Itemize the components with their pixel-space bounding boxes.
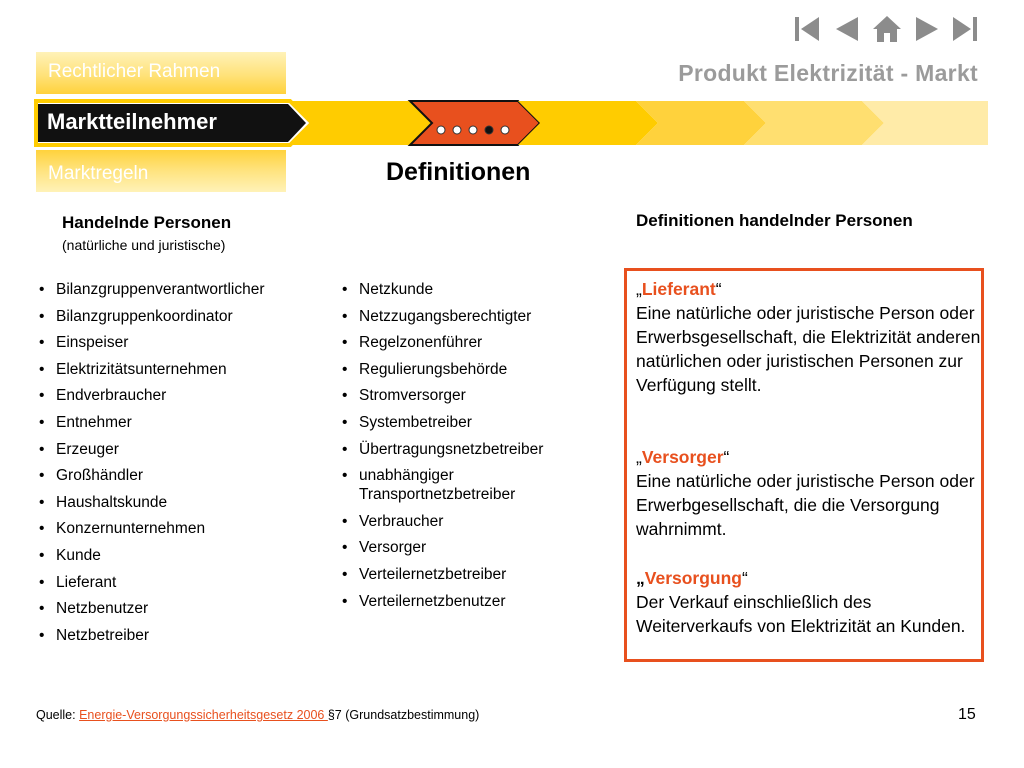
definition-text: Eine natürliche oder juristische Person oder Erwerbsgesellschaft, die Elektrizität anderen natürlichen oder juristischen Personen zur Verfügung stellt. xyxy=(636,303,981,395)
home-icon[interactable] xyxy=(872,14,902,44)
tab-label: Marktregeln xyxy=(48,163,149,184)
tab-label: Rechtlicher Rahmen xyxy=(48,61,221,82)
step-dot xyxy=(501,126,509,134)
list-item: • Netzbenutzer xyxy=(34,599,324,618)
definition-text: Eine natürliche oder juristische Person oder Erwerbgesellschaft, die die Versorgung wahrnimmt. xyxy=(636,471,975,539)
source-link[interactable]: Energie-Versorgungssicherheitsgesetz 2006 xyxy=(79,708,328,722)
list-item: • unabhängiger Transportnetzbetreiber xyxy=(337,466,597,504)
source-reference: §7 (Grundsatzbestimmung) xyxy=(327,708,480,722)
source-label: Quelle: xyxy=(36,708,80,722)
step-dot xyxy=(453,126,461,134)
list-item: • Systembetreiber xyxy=(337,413,597,432)
source-footer xyxy=(36,708,479,722)
step-dot-current xyxy=(485,126,493,134)
list-item: • Stromversorger xyxy=(337,386,597,405)
list-item: • Regelzonenführer xyxy=(337,333,597,352)
definition-term-line: „Versorgung“ xyxy=(636,568,748,588)
list-item: • Übertragungsnetzbetreiber xyxy=(337,440,597,459)
definitions-heading: Definitionen handelnder Personen xyxy=(636,211,913,230)
left-subheading: (natürliche und juristische) xyxy=(62,237,226,253)
tab-marktregeln[interactable] xyxy=(36,150,286,192)
left-heading: Handelnde Personen xyxy=(62,213,232,232)
first-slide-icon[interactable] xyxy=(794,14,820,44)
list-item: • Versorger xyxy=(337,538,597,557)
definition-versorger xyxy=(636,445,984,541)
list-item: • Konzernunternehmen xyxy=(34,519,324,538)
list-item: • Lieferant xyxy=(34,573,324,592)
list-item: • Endverbraucher xyxy=(34,386,324,405)
person-list-left xyxy=(34,280,324,652)
list-item: • Haushaltskunde xyxy=(34,493,324,512)
definition-term-line: „Versorger“ xyxy=(636,447,730,467)
next-slide-icon[interactable] xyxy=(914,14,940,44)
last-slide-icon[interactable] xyxy=(952,14,978,44)
list-item: • Netzbetreiber xyxy=(34,626,324,645)
list-item: • Kunde xyxy=(34,546,324,565)
step-dot xyxy=(469,126,477,134)
definition-term: Versorgung xyxy=(644,568,742,588)
list-item: • Verbraucher xyxy=(337,512,597,531)
definition-term: Lieferant xyxy=(641,279,716,299)
step-dot xyxy=(437,126,445,134)
list-item: • Regulierungsbehörde xyxy=(337,360,597,379)
list-item: • Elektrizitätsunternehmen xyxy=(34,360,324,379)
list-item: • Verteilernetzbetreiber xyxy=(337,565,597,584)
list-item: • Erzeuger xyxy=(34,440,324,459)
list-item: • Netzzugangsberechtigter xyxy=(337,307,597,326)
list-item: • Netzkunde xyxy=(337,280,597,299)
list-item: • Bilanzgruppenkoordinator xyxy=(34,307,324,326)
list-item: • Verteilernetzbenutzer xyxy=(337,592,597,611)
list-item: • Entnehmer xyxy=(34,413,324,432)
tab-rechtlicher-rahmen[interactable] xyxy=(36,52,286,94)
definition-text: Der Verkauf einschließlich des Weiterverkaufs von Elektrizität an Kunden. xyxy=(636,592,966,636)
definition-term: Versorger xyxy=(641,447,724,467)
product-title: Produkt Elektrizität - Markt xyxy=(678,60,978,86)
definition-lieferant xyxy=(636,277,984,397)
slide-navigation xyxy=(790,14,990,46)
person-list-right xyxy=(337,280,597,618)
definition-term-line: „Lieferant“ xyxy=(636,279,722,299)
page-number: 15 xyxy=(958,706,976,723)
list-item: • Großhändler xyxy=(34,466,324,485)
list-item: • Bilanzgruppenverantwortlicher xyxy=(34,280,324,299)
page-title: Definitionen xyxy=(386,158,531,186)
tab-marktteilnehmer[interactable]: Marktteilnehmer xyxy=(47,109,217,134)
definition-versorgung xyxy=(636,566,984,638)
previous-slide-icon[interactable] xyxy=(834,14,860,44)
list-item: • Einspeiser xyxy=(34,333,324,352)
